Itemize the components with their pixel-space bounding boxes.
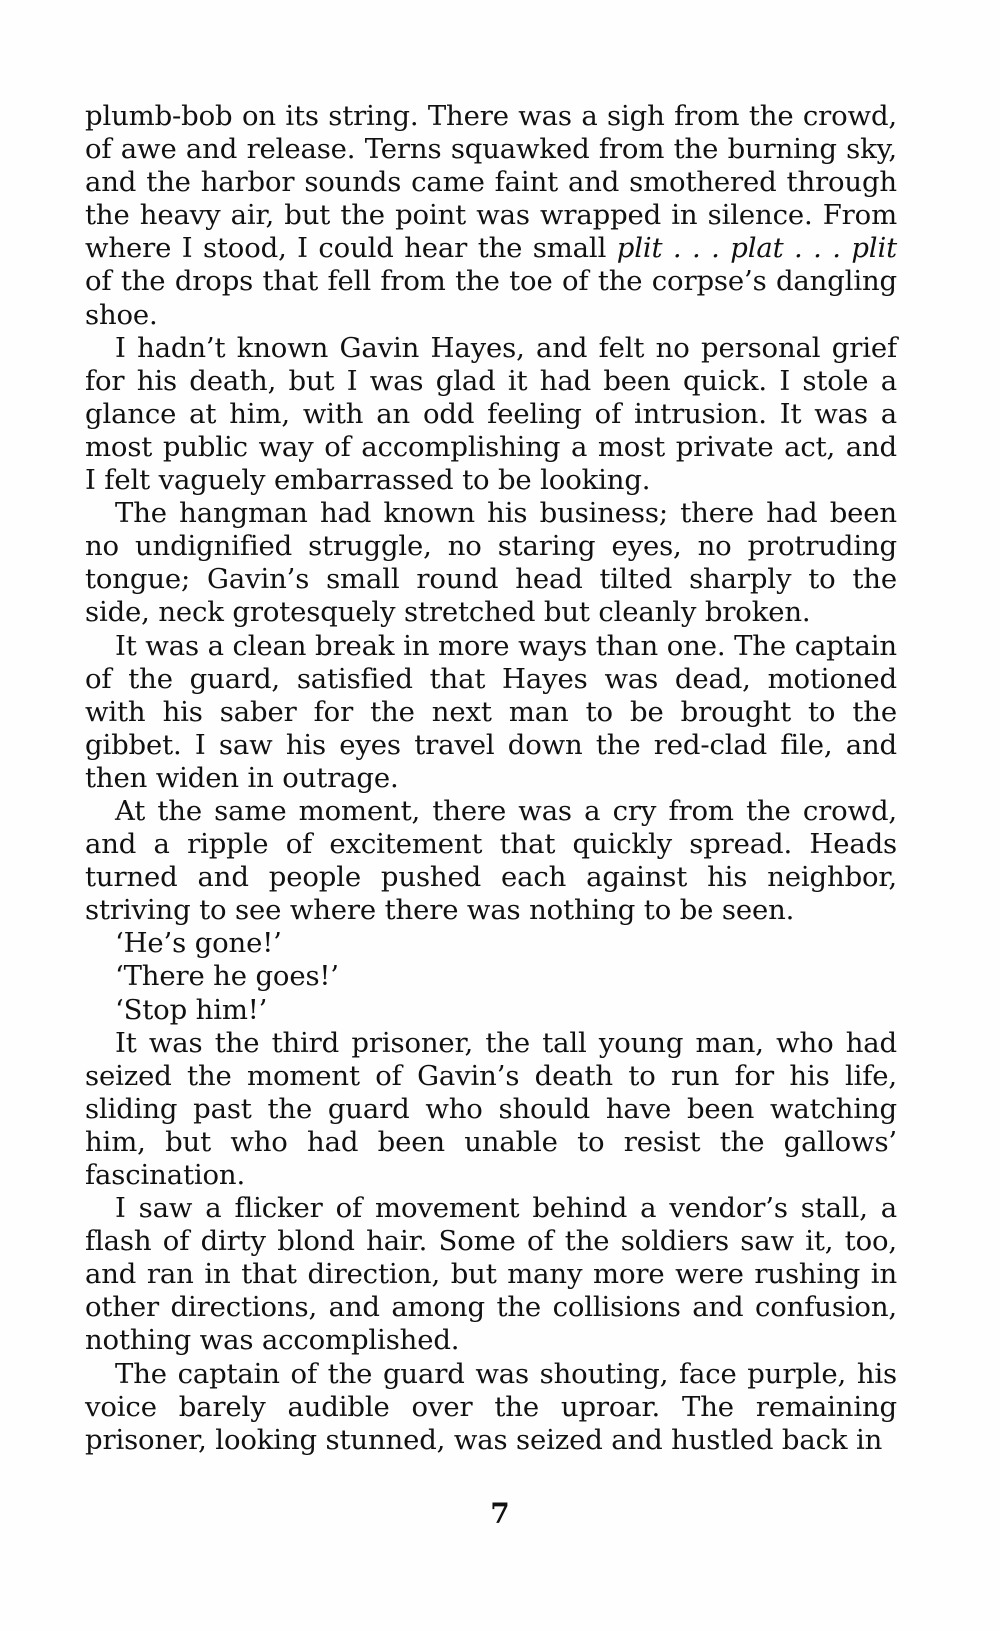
page-number: 7 bbox=[490, 1497, 510, 1530]
paragraph bbox=[85, 100, 897, 332]
ellipsis: . . . bbox=[662, 232, 731, 265]
dialogue-line: ‘He’s gone!’ bbox=[115, 927, 282, 960]
body-text bbox=[85, 100, 897, 1457]
paragraph: The captain of the guard was shouting, face purple, his voice barely audible over the uproar. The remaining prisoner, looking stunned, was seized and hustled back in bbox=[85, 1357, 897, 1456]
paragraph: It was the third prisoner, the tall young man, who had seized the moment of Gavin’s death to run for his life, sliding past the guard who should have been watching him, but who had been unable to resist the gallows’ fascination. bbox=[85, 1026, 897, 1191]
sound-word: plit bbox=[616, 232, 663, 265]
paragraph: It was a clean break in more ways than one. The captain of the guard, satisfied that Hayes was dead, motioned with his saber for the next man to be brought to the gibbet. I saw his eyes travel down the red-clad file, and then widen in outrage. bbox=[85, 629, 897, 794]
ellipsis: . . . bbox=[783, 232, 852, 265]
paragraph: I hadn’t known Gavin Hayes, and felt no personal grief for his death, but I was glad it had been quick. I stole a glance at him, with an odd feeling of intrusion. It was a most public way of accomplishing a most private act, and I felt vaguely embarrassed to be looking. bbox=[85, 331, 897, 497]
paragraph-text-tail: of the drops that fell from the toe of the corpse’s dangling shoe. bbox=[85, 265, 897, 331]
dialogue-line: ‘Stop him!’ bbox=[115, 993, 268, 1026]
sound-word: plit bbox=[851, 232, 897, 265]
paragraph: The hangman had known his business; there had been no undignified struggle, no staring eyes, no protruding tongue; Gavin’s small round head tilted sharply to the side, neck grotesquely stretched but cleanly broken. bbox=[85, 497, 897, 629]
paragraph-text: plumb-bob on its string. There was a sigh from the crowd, of awe and release. Terns squawked from the burning sky, and the harbor sounds came faint and smothered through the heavy air, but the point was wrapped in silence. From where I stood, I could hear the small bbox=[85, 100, 897, 265]
paragraph: At the same moment, there was a cry from the crowd, and a ripple of excitement that quickly spread. Heads turned and people pushed each against his neighbor, striving to see where there was nothing to be seen. bbox=[85, 794, 897, 927]
dialogue-line: ‘There he goes!’ bbox=[115, 960, 339, 993]
paragraph: I saw a flicker of movement behind a vendor’s stall, a flash of dirty blond hair. Some of the soldiers saw it, too, and ran in that direction, but many more were rushing in other directions, and among the collisions and confusion, nothing was accomplished. bbox=[85, 1192, 897, 1357]
sound-word: plat bbox=[730, 232, 784, 265]
sound-effect bbox=[617, 232, 897, 264]
